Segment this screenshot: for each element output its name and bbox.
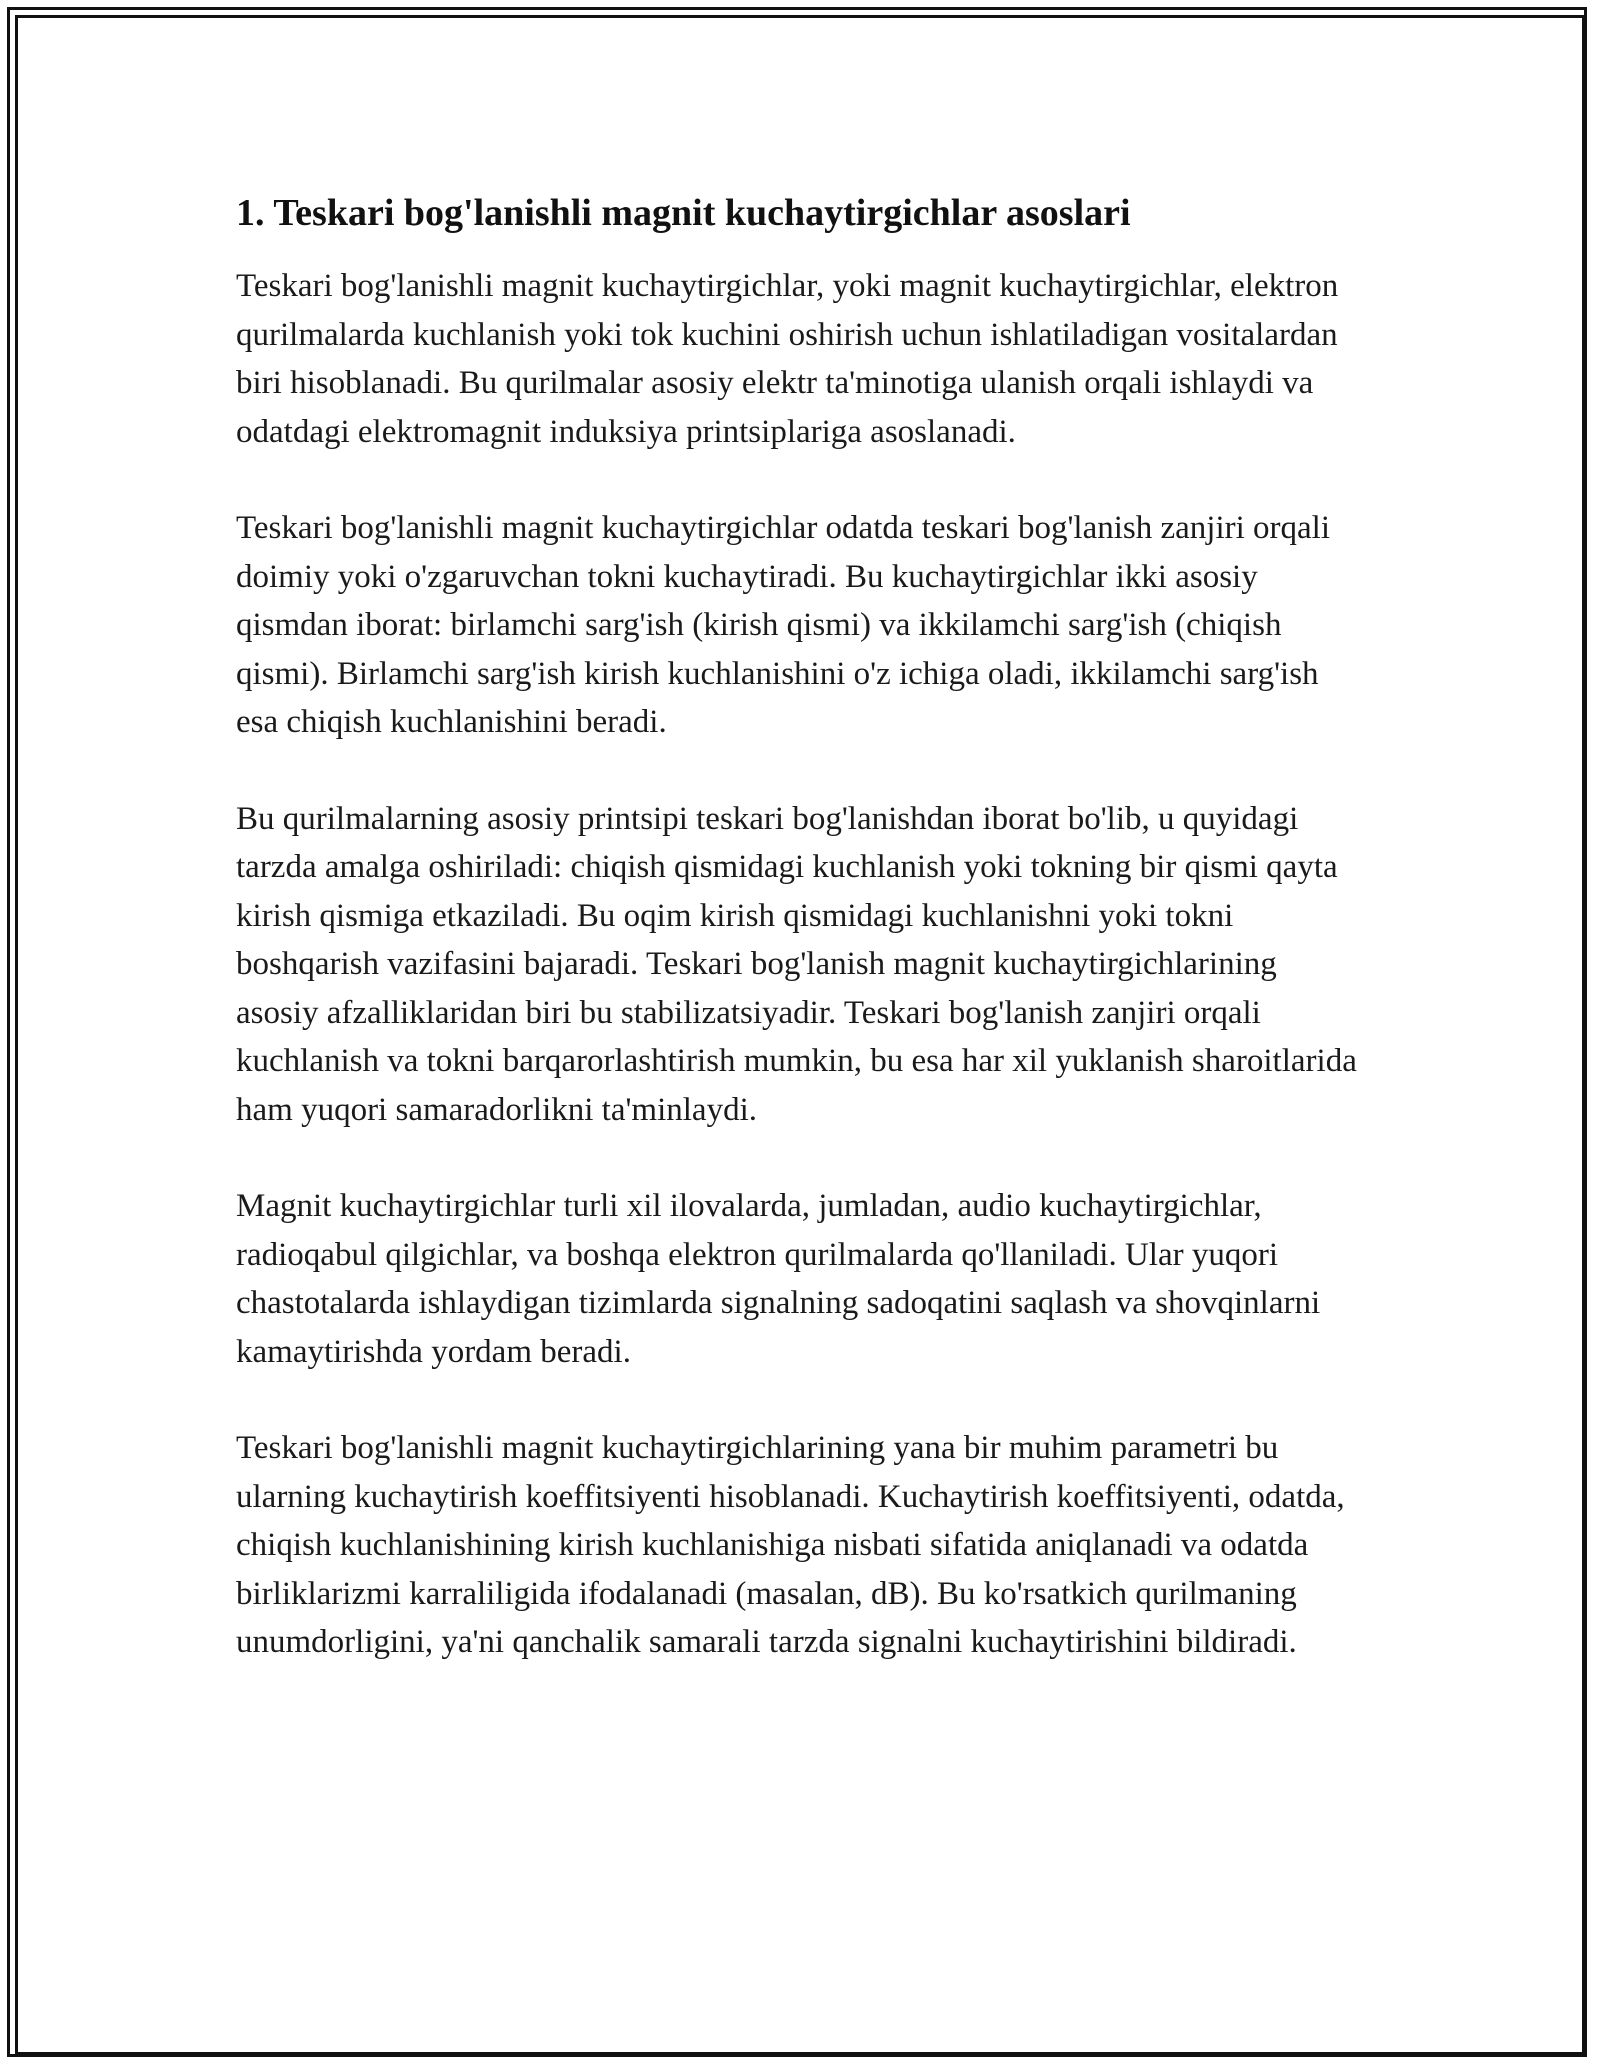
section-heading: 1. Teskari bog'lanishli magnit kuchaytirgichlar asoslari — [236, 192, 1131, 234]
paragraph-3: Bu qurilmalarning asosiy printsipi teskari bog'lanishdan iborat bo'lib, u quyidagi tarzda amalga oshiriladi: chiqish qismidagi kuchlanish yoki tokning bir qismi qayta kirish qismiga etkaziladi. Bu oqim kirish qismidagi kuchlanishni yoki tokni boshqarish vazifasini bajaradi. Teskari bog'lanish magnit kuchaytirgichlarining asosiy afzalliklaridan biri bu stabilizatsiyadir. Teskari bog'lanish zanjiri orqali kuchlanish va tokni barqarorlashtirish mumkin, bu esa har xil yuklanish sharoitlarida ham yuqori samaradorlikni ta'minlaydi. — [236, 800, 1357, 1128]
paragraph-4: Magnit kuchaytirgichlar turli xil ilovalarda, jumladan, audio kuchaytirgichlar, radioqabul qilgichlar, va boshqa elektron qurilmalarda qo'llaniladi. Ular yuqori chastotalarda ishlaydigan tizimlarda signalning sadoqatini saqlash va shovqinlarni kamaytirishda yordam beradi. — [236, 1188, 1321, 1370]
paragraph-2: Teskari bog'lanishli magnit kuchaytirgichlar odatda teskari bog'lanish zanjiri orqali doimiy yoki o'zgaruvchan tokni kuchaytiradi. Bu kuchaytirgichlar ikki asosiy qismdan iborat: birlamchi sarg'ish (kirish qismi) va ikkilamchi sarg'ish (chiqish qismi). Birlamchi sarg'ish kirish kuchlanishini o'z ichiga oladi, ikkilamchi sarg'ish esa chiqish kuchlanishini beradi. — [236, 510, 1331, 740]
document-body — [236, 188, 1366, 1715]
paragraph-1: Teskari bog'lanishli magnit kuchaytirgichlar, yoki magnit kuchaytirgichlar, elektron qurilmalarda kuchlanish yoki tok kuchini oshirish uchun ishlatiladigan vositalardan biri hisoblanadi. Bu qurilmalar asosiy elektr ta'minotiga ulanish orqali ishlaydi va odatdagi elektromagnit induksiya printsiplariga asoslanadi. — [236, 268, 1339, 450]
paragraph-5: Teskari bog'lanishli magnit kuchaytirgichlarining yana bir muhim parametri bu ularning kuchaytirish koeffitsiyenti hisoblanadi. Kuchaytirish koeffitsiyenti, odatda, chiqish kuchlanishining kirish kuchlanishiga nisbati sifatida aniqlanadi va odatda birliklarizmi karraliligida ifodalanadi (masalan, dB). Bu ko'rsatkich qurilmaning unumdorligini, ya'ni qanchalik samarali tarzda signalni kuchaytirishini bildiradi. — [236, 1430, 1345, 1660]
